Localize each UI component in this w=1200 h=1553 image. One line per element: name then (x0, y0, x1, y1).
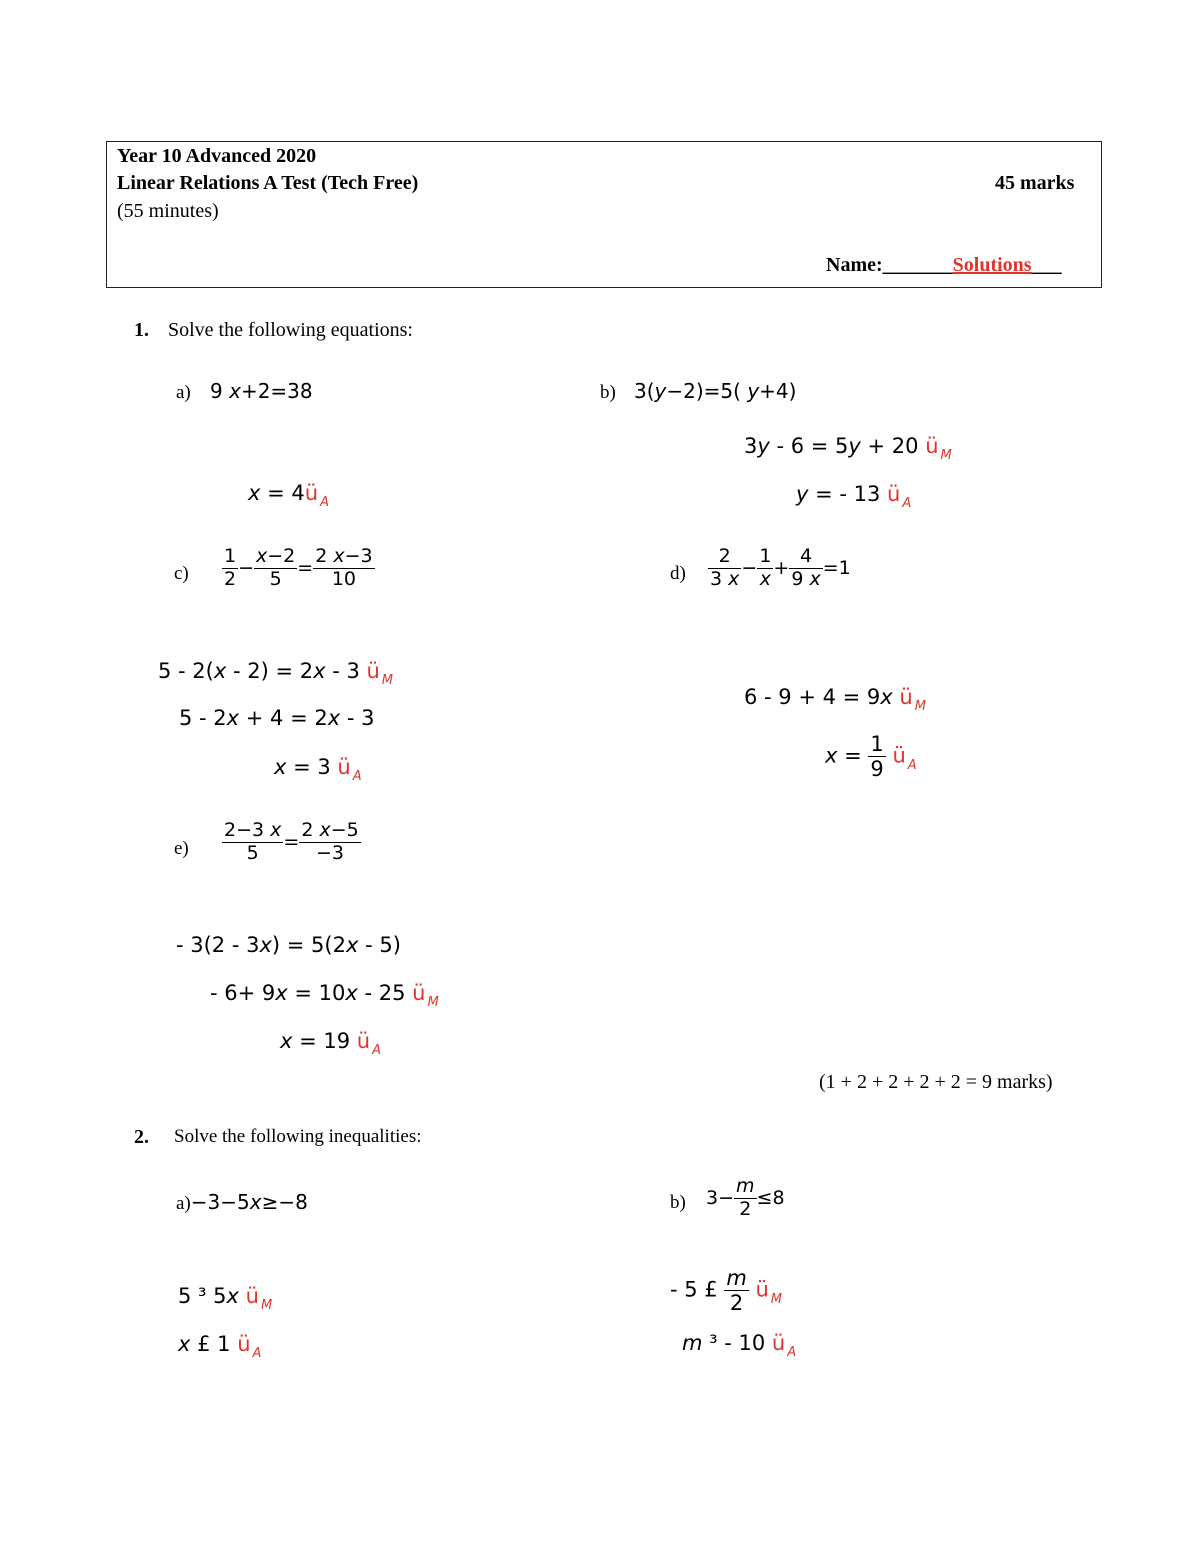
q1-number: 1. (134, 319, 149, 341)
answer-mark: A (372, 1043, 381, 1058)
q2-prompt: Solve the following inequalities: (174, 1126, 422, 1147)
q1d-step1: 6 - 9 + 4 = 9x ü $_M$ (744, 685, 926, 714)
q2a-inequality: −3−5x≥−8 (190, 1190, 308, 1214)
answer-mark: A (907, 757, 917, 773)
answer-mark: A (320, 495, 329, 510)
q1c-equation: $\frac{1}{2}$ − $\frac{x-2}{5}$ = $\frac{2 x-3}{10}$ (224, 545, 373, 590)
test-title: Linear Relations A Test (Tech Free) (117, 172, 419, 194)
q1b-step1: 3y - 6 = 5y + 20 ü $_M$ (744, 434, 952, 463)
total-marks: 45 marks (995, 172, 1075, 194)
q1c-step2: 5 - 2x + 4 = 2x - 3 (179, 706, 375, 730)
tick-icon: ü (337, 755, 351, 779)
q1-marks-summary: (1 + 2 + 2 + 2 + 2 = 9 marks) (819, 1071, 1053, 1093)
q1b-label: b) (600, 382, 616, 403)
tick-icon: ü (237, 1332, 251, 1356)
tick-icon: ü (892, 743, 906, 768)
name-blank-right: ___ (1031, 254, 1062, 276)
tick-icon: ü (755, 1277, 769, 1302)
tick-icon: ü (771, 1331, 786, 1355)
q1a-answer: x = 4ü $_A$ (248, 481, 329, 510)
q1b-answer: y = - 13 ü $_A$ (796, 482, 912, 511)
test-duration: (55 minutes) (117, 200, 219, 222)
q1e-step1: - 3(2 - 3x) = 5(2x - 5) (176, 933, 401, 957)
method-mark: M (260, 1298, 273, 1313)
name-value: Solutions (952, 254, 1032, 276)
q2a-answer: x £ 1 ü $_A$ (178, 1332, 262, 1361)
q1d-label: d) (670, 563, 686, 584)
tick-icon: ü (887, 482, 901, 506)
method-mark: M (770, 1291, 783, 1307)
tick-icon: ü (304, 481, 319, 505)
method-mark: M (914, 699, 926, 714)
q1a-equation: 9 x+2=38 (210, 379, 313, 403)
q2a-row (176, 1190, 308, 1215)
q1c-step1: 5 - 2(x - 2) = 2x - 3 ü $_M$ (158, 659, 394, 688)
answer-mark: A (252, 1346, 262, 1361)
q1c-label: c) (174, 563, 189, 584)
q1e-equation: $\frac{2-3 x}{5}$ = $\frac{2 x-5}{-3}$ (224, 819, 359, 864)
tick-icon: ü (412, 981, 426, 1005)
q1b-equation: 3(y−2)=5( y+4) (634, 379, 797, 403)
q1e-answer: x = 19 ü $_A$ (280, 1029, 381, 1058)
tick-icon: ü (925, 434, 939, 458)
q1e-step2: - 6+ 9x = 10x - 25 ü $_M$ (210, 981, 439, 1010)
q2b-inequality: 3− $\frac{m}{2}$ ≤8 (706, 1175, 785, 1220)
q2-number: 2. (134, 1126, 149, 1148)
q2a-step1: 5 ³ 5x ü $_M$ (178, 1284, 273, 1313)
method-mark: M (381, 673, 394, 688)
name-field (826, 254, 1062, 277)
method-mark: M (940, 448, 952, 463)
answer-mark: A (902, 496, 912, 511)
answer-mark: A (352, 769, 362, 784)
tick-icon: ü (245, 1284, 259, 1308)
answer-mark: A (787, 1345, 797, 1360)
name-blank-left: _______ (882, 254, 953, 276)
q1d-answer: x = $\frac{1}{9}$ ü $_A$ (825, 732, 917, 782)
q1c-answer: x = 3 ü $_A$ (274, 755, 362, 784)
q1-prompt: Solve the following equations: (168, 319, 413, 341)
q1e-label: e) (174, 838, 189, 859)
tick-icon: ü (899, 685, 913, 709)
q2b-step1: - 5 £ $\frac{m}{2}$ ü $_M$ (670, 1266, 783, 1316)
tick-icon: ü (356, 1029, 371, 1053)
q1d-equation: $\frac{2}{3 x}$ − $\frac{1}{x}$ + $\frac{4}{9 x}$ =1 (710, 545, 851, 590)
course-title: Year 10 Advanced 2020 (117, 145, 317, 167)
q2b-label: b) (670, 1192, 686, 1213)
tick-icon: ü (366, 659, 380, 683)
q1a-label: a) (176, 382, 191, 403)
name-label: Name: (826, 254, 883, 276)
q2b-answer: m ³ - 10 ü $_A$ (682, 1331, 797, 1360)
method-mark: M (427, 995, 439, 1010)
q2a-label: a) (176, 1193, 191, 1214)
